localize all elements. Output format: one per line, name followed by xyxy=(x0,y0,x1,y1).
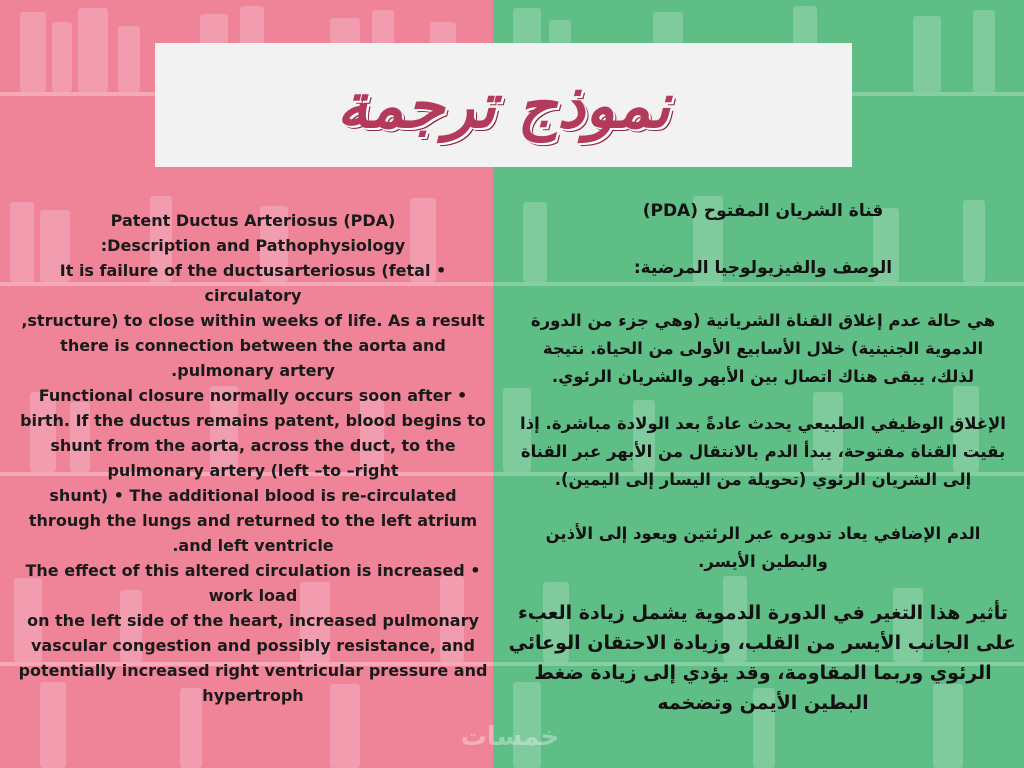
arabic-paragraph-2 xyxy=(510,410,1016,494)
arabic-line: الإغلاق الوظيفي الطبيعي يحدث عادةً بعد الولادة مباشرة. إذا xyxy=(520,414,1006,433)
english-line: circulatory xyxy=(204,286,302,305)
arabic-line: إلى الشريان الرئوي (تحويلة من اليسار إلى اليمين). xyxy=(554,470,972,489)
watermark-logo: خمسات xyxy=(460,722,560,752)
english-line: It is failure of the ductusarteriosus (fetal • xyxy=(59,261,447,280)
english-line: Patent Ductus Arteriosus (PDA) xyxy=(110,211,396,230)
arabic-line: لذلك، يبقى هناك اتصال بين الأبهر والشريان الرئوي. xyxy=(551,367,975,386)
english-line: there is connection between the aorta and xyxy=(60,336,446,355)
arabic-line: تأثير هذا التغير في الدورة الدموية يشمل زيادة العبء xyxy=(517,602,1008,624)
english-line: birth. If the ductus remains patent, blood begins to xyxy=(20,411,486,430)
english-line: hypertroph xyxy=(202,686,304,705)
arabic-line: هي حالة عدم إغلاق القناة الشريانية (وهي جزء من الدورة xyxy=(530,311,996,330)
english-line: :Description and Pathophysiology xyxy=(100,236,406,255)
english-line: through the lungs and returned to the left atrium xyxy=(28,511,478,530)
english-line: on the left side of the heart, increased pulmonary xyxy=(27,611,479,630)
arabic-paragraph-1 xyxy=(510,307,1016,391)
english-line: vascular congestion and possibly resistance, and xyxy=(30,636,475,655)
english-line: work load xyxy=(208,586,298,605)
english-line: .pulmonary artery xyxy=(171,361,335,380)
english-text-block xyxy=(14,208,492,708)
arabic-line: والبطين الأيسر. xyxy=(698,552,828,571)
title-banner xyxy=(155,43,852,167)
english-line: potentially increased right ventricular pressure and xyxy=(18,661,488,680)
page-title: نموذج ترجمة xyxy=(336,68,671,142)
arabic-line: البطين الأيمن وتضخمه xyxy=(657,692,869,714)
arabic-subheading: الوصف والفيزيولوجيا المرضية: xyxy=(633,258,893,278)
arabic-line: الدم الإضافي يعاد تدويره عبر الرئتين ويعود إلى الأذين xyxy=(545,524,981,543)
english-line: ,structure) to close within weeks of life. As a result xyxy=(21,311,485,330)
arabic-line: الدموية الجنينية) خلال الأسابيع الأولى من الحياة. نتيجة xyxy=(542,339,984,358)
arabic-paragraph-3 xyxy=(510,520,1016,576)
english-line: The effect of this altered circulation is increased • xyxy=(25,561,481,580)
arabic-paragraph-4 xyxy=(510,598,1016,718)
arabic-line: بقيت القناة مفتوحة، يبدأ الدم بالانتقال من الأبهر عبر القناة xyxy=(520,442,1006,461)
english-line: shunt from the aorta, across the duct, to the xyxy=(50,436,456,455)
arabic-line: على الجانب الأيسر من القلب، وزيادة الاحتقان الوعائي xyxy=(508,632,1016,654)
arabic-line: الرئوي وربما المقاومة، وقد يؤدي إلى زيادة ضغط xyxy=(534,662,992,684)
english-line: pulmonary artery (left –to –right xyxy=(107,461,399,480)
english-line: shunt) • The additional blood is re-circulated xyxy=(49,486,457,505)
arabic-heading: قناة الشريان المفتوح (PDA) xyxy=(642,201,884,221)
english-line: Functional closure normally occurs soon after • xyxy=(38,386,468,405)
english-line: .and left ventricle xyxy=(172,536,334,555)
